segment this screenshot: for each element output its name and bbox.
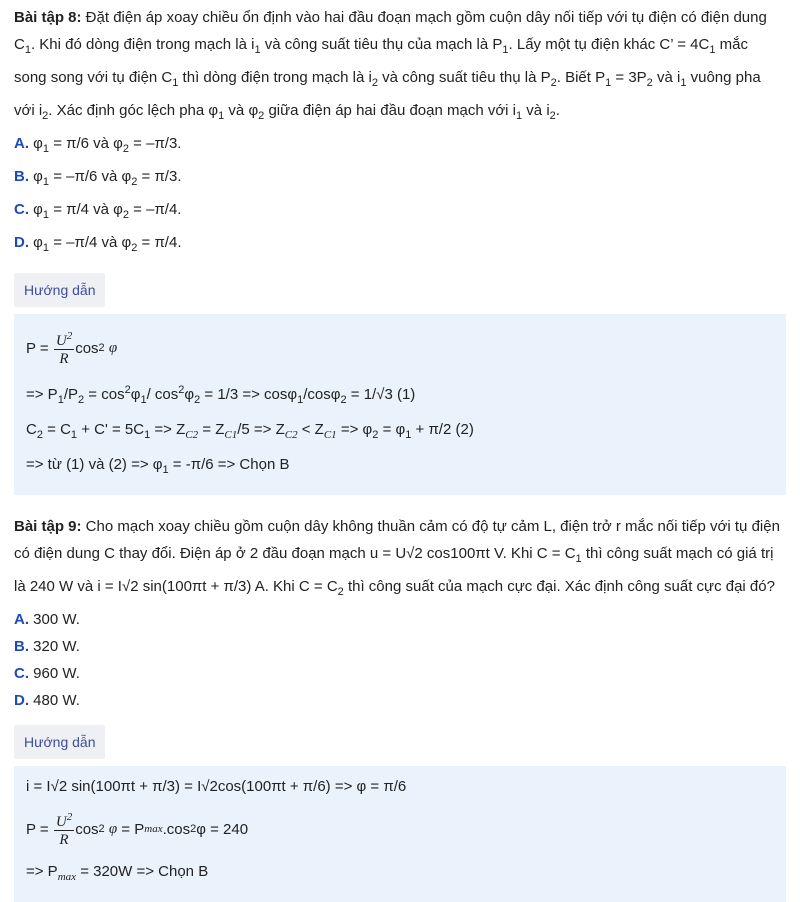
fraction: $\frac{U^2}{R}$ [55, 811, 73, 848]
problem-8-options [14, 130, 786, 262]
option-9-b[interactable]: B. 320 W. [14, 638, 80, 655]
solution-8-line2: => $P_1/P_2 = \cos^2\varphi_1/$ $\cos^2\varphi_2 = 1/3 => \cos\varphi_1/\cos\varphi_2 = 1/√3$ (1) [26, 384, 416, 406]
problem-8 [14, 4, 786, 130]
solution-8 [14, 314, 786, 495]
problem-8-title: Bài tập 8: [14, 9, 82, 26]
option-8-c[interactable]: C. $\varphi_1 = \pi/4$ và $\varphi_2 = -\pi/4$. [14, 201, 182, 221]
fraction: $\frac{U^2}{R}$ [55, 330, 73, 367]
problem-9-title: Bài tập 9: [14, 518, 82, 535]
problem-9-options [14, 606, 786, 714]
problem-8-line2: $C_1$. Khi đó dòng điện trong mạch là $i_1$ và công suất tiêu thụ của mạch là $P_1$. Lấy một tụ điện khác C’ = $4C_1$ mắc [14, 36, 748, 56]
problem-8-line3: song song với tụ điện $C_1$ thì dòng điện trong mạch là $i_2$ và công suất tiêu thụ là $P_2$. Biết $P_1 = 3P_2$ và $i_1$ vuông pha [14, 69, 761, 89]
solution-8-line4: => từ (1) và $(2) => \varphi_1 = -\pi/6$ => Chọn B [26, 456, 290, 476]
option-9-a[interactable]: A. 300 W. [14, 611, 80, 628]
problem-9-line2: có điện dung C thay đổi. Điện áp ở 2 đầu đoạn mạch u = U√2 cos100πt V. Khi $C = C_1$ thì công suất mạch có giá trị [14, 545, 774, 565]
problem-9-line1: Cho mạch xoay chiều gồm cuộn dây không thuần cảm có độ tự cảm L, điện trở r mắc nối tiếp với tụ điện [81, 518, 780, 535]
option-8-b[interactable]: B. $\varphi_1 = -\pi/6$ và $\varphi_2 = \pi/3$. [14, 168, 182, 188]
solution-9-line3: => $P_{max} = 320W$ => Chọn B [26, 863, 209, 883]
problem-8-line1: Đặt điện áp xoay chiều ổn định vào hai đầu đoạn mạch gồm cuộn dây nối tiếp với tụ điện có điện dung [81, 9, 767, 26]
option-8-d[interactable]: D. $\varphi_1 = -\pi/4$ và $\varphi_2 = \pi/4$. [14, 234, 182, 254]
option-8-a[interactable]: A. $\varphi_1 = \pi/6$ và $\varphi_2 = -\pi/3$. [14, 135, 182, 155]
solution-9-line2: P = $\frac{U^2}{R}$ cos 2 φ = P max .cos 2 φ = 240 [26, 811, 249, 848]
solution-8-line1: P = $\frac{U^2}{R}$ cos 2 φ [26, 330, 118, 367]
hint-button-8[interactable]: Hướng dẫn [14, 273, 105, 307]
solution-9 [14, 766, 786, 902]
solution-9-line1: i = I√2 sin(100πt + π/3) = I√2cos(100πt + π/6) => φ = π/6 [26, 778, 407, 795]
problem-9-line3: là 240 W và i = I√2 sin(100πt + π/3) A. Khi $C = C_2$ thì công suất của mạch cực đại. Xác định công suất cực đại đó? [14, 578, 775, 598]
problem-9 [14, 513, 786, 606]
problem-8-line4: với $i_2$. Xác định góc lệch pha $\varphi_1$ và $\varphi_2$ giữa điện áp hai đầu đoạn mạch với $i_1$ và $i_2$. [14, 102, 560, 122]
solution-8-line3: $C_2 = C_1 + C' = 5C_1 => Z_{C2} = Z_{C1}/5 => Z_{C2} < Z_{C1} => \varphi_2 = \varphi_1 + \pi/2$ (2) [26, 421, 474, 441]
option-9-d[interactable]: D. 480 W. [14, 692, 80, 709]
option-9-c[interactable]: C. 960 W. [14, 665, 80, 682]
hint-button-9[interactable]: Hướng dẫn [14, 725, 105, 759]
